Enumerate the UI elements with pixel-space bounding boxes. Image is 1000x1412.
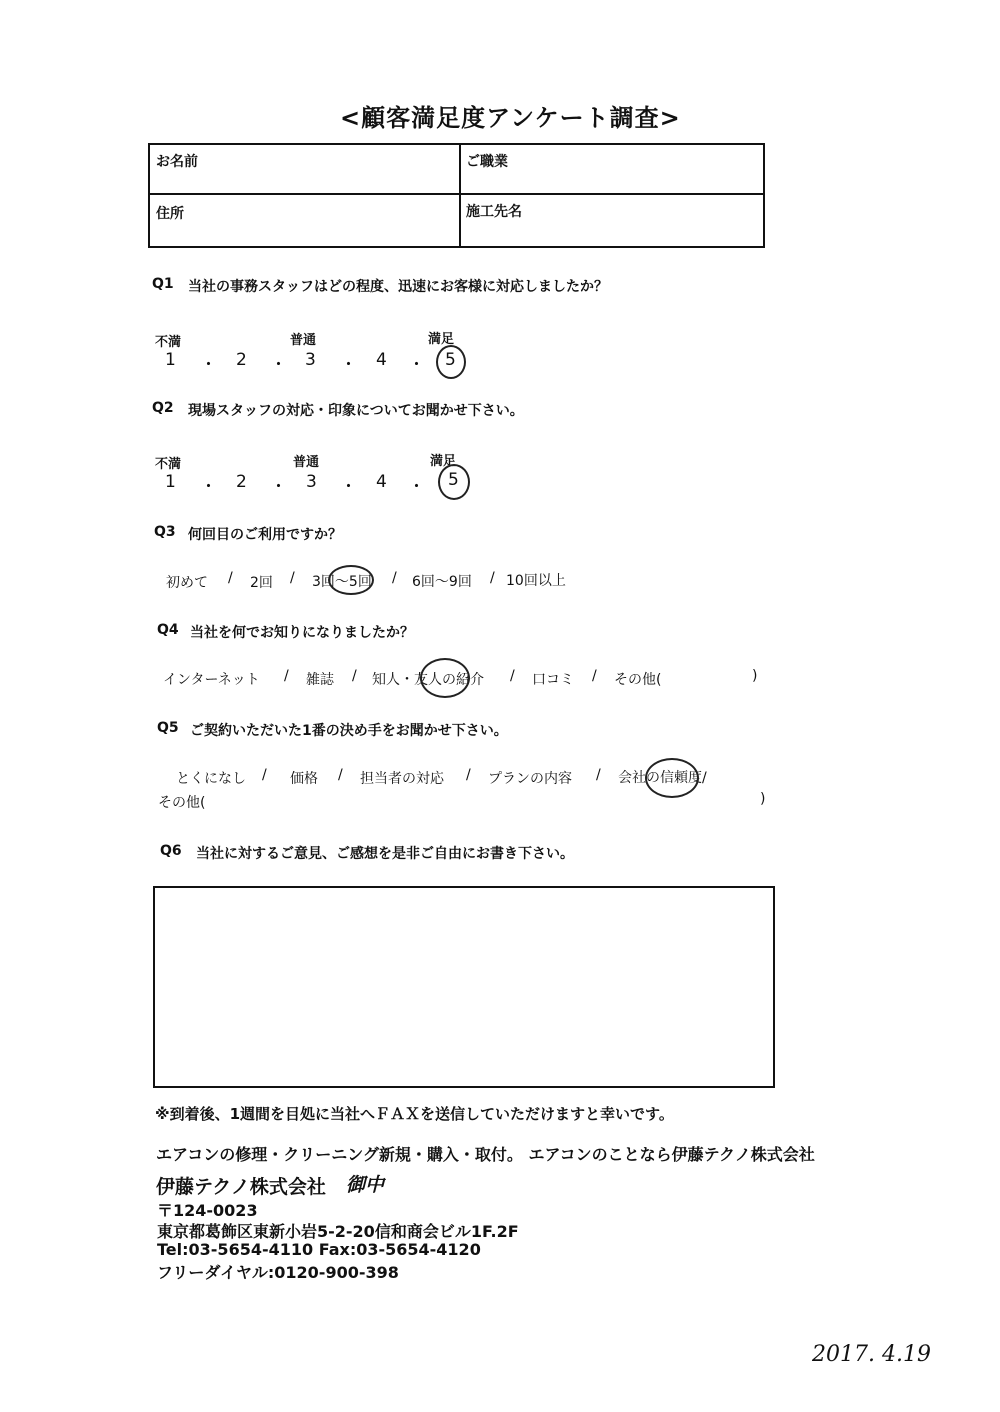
q2-scale-high: 満足 bbox=[430, 454, 457, 469]
q5-option-trust[interactable]: 会社の信頼度/ bbox=[618, 770, 707, 786]
q2-option-2[interactable]: 2 bbox=[236, 472, 247, 492]
q3-selection-circle bbox=[328, 565, 374, 595]
separator: ・ bbox=[340, 477, 357, 497]
q3-question: 何回目のご利用ですか？ bbox=[188, 527, 342, 543]
q5-option-plan[interactable]: プランの内容 bbox=[488, 771, 572, 787]
q2-scale-low: 不満 bbox=[155, 457, 182, 472]
q2-label: Q2 bbox=[152, 400, 174, 416]
address-field-label: 住所 bbox=[156, 206, 184, 222]
q2-question: 現場スタッフの対応・印象についてお聞かせ下さい。 bbox=[188, 403, 524, 419]
q4-option-referral[interactable]: 知人・友人の紹介 bbox=[372, 672, 484, 688]
separator: ・ bbox=[408, 477, 425, 497]
company-suffix: 御中 bbox=[346, 1174, 385, 1196]
q5-option-other[interactable]: その他( bbox=[158, 795, 206, 811]
q4-selection-circle bbox=[420, 658, 470, 698]
separator: ・ bbox=[200, 355, 217, 375]
q1-label: Q1 bbox=[152, 276, 174, 292]
separator: / bbox=[490, 570, 495, 586]
separator: / bbox=[262, 767, 267, 783]
separator: / bbox=[352, 668, 357, 684]
q1-scale-low: 不満 bbox=[155, 335, 182, 350]
q3-option-6-9[interactable]: 6回〜9回 bbox=[412, 574, 472, 590]
separator: ・ bbox=[270, 477, 287, 497]
postal-code: 〒124-0023 bbox=[157, 1201, 258, 1220]
name-field-label: お名前 bbox=[156, 154, 198, 170]
q3-option-10-plus[interactable]: 10回以上 bbox=[506, 573, 566, 589]
separator: / bbox=[510, 668, 515, 684]
q2-option-4[interactable]: 4 bbox=[376, 472, 387, 492]
q1-selection-circle bbox=[436, 345, 466, 379]
q3-label: Q3 bbox=[154, 524, 176, 540]
q1-option-4[interactable]: 4 bbox=[376, 350, 387, 370]
q4-label: Q4 bbox=[157, 622, 179, 638]
q5-selection-circle bbox=[645, 758, 699, 798]
free-dial: フリーダイヤル:0120-900-398 bbox=[157, 1263, 399, 1282]
q5-option-price[interactable]: 価格 bbox=[290, 771, 318, 787]
q1-option-5[interactable]: 5 bbox=[445, 350, 456, 370]
separator: / bbox=[466, 767, 471, 783]
separator: ・ bbox=[270, 355, 287, 375]
q4-question: 当社を何でお知りになりましたか？ bbox=[190, 625, 414, 641]
q1-question: 当社の事務スタッフはどの程度、迅速にお客様に対応しましたか？ bbox=[188, 279, 608, 295]
q4-option-other[interactable]: その他( bbox=[614, 672, 662, 688]
separator: / bbox=[284, 668, 289, 684]
q3-option-2[interactable]: 2回 bbox=[250, 575, 273, 591]
job-field-label: ご職業 bbox=[466, 154, 508, 170]
q1-scale-high: 満足 bbox=[428, 332, 455, 347]
customer-info-table bbox=[148, 143, 765, 248]
comments-textarea[interactable] bbox=[153, 886, 775, 1088]
q1-option-3[interactable]: 3 bbox=[305, 350, 316, 370]
separator: ・ bbox=[200, 477, 217, 497]
q4-option-word-of-mouth[interactable]: 口コミ bbox=[532, 672, 574, 688]
separator: / bbox=[228, 570, 233, 586]
q2-option-5[interactable]: 5 bbox=[448, 470, 459, 490]
q4-option-magazine[interactable]: 雑誌 bbox=[306, 672, 334, 688]
q5-option-none[interactable]: とくになし bbox=[176, 771, 246, 787]
q1-scale-mid: 普通 bbox=[290, 333, 317, 348]
separator: / bbox=[290, 570, 295, 586]
q5-label: Q5 bbox=[157, 720, 179, 736]
q4-option-internet[interactable]: インターネット bbox=[163, 672, 260, 688]
q6-question: 当社に対するご意見、ご感想を是非ご自由にお書き下さい。 bbox=[196, 846, 574, 862]
q6-label: Q6 bbox=[160, 843, 182, 859]
divider bbox=[150, 193, 763, 195]
q2-option-1[interactable]: 1 bbox=[165, 472, 176, 492]
q3-option-3-5[interactable]: 3回〜5回 bbox=[312, 574, 372, 590]
separator: / bbox=[596, 767, 601, 783]
q1-option-2[interactable]: 2 bbox=[236, 350, 247, 370]
company-address: 東京都葛飾区東新小岩5-2-20信和商会ビル1F.2F bbox=[157, 1222, 519, 1241]
tel-fax: Tel:03-5654-4110 Fax:03-5654-4120 bbox=[157, 1240, 481, 1259]
q5-question: ご契約いただいた1番の決め手をお聞かせ下さい。 bbox=[190, 723, 508, 739]
separator: / bbox=[392, 570, 397, 586]
handwritten-date: 2017. 4.19 bbox=[812, 1342, 931, 1367]
page-title: <顧客満足度アンケート調査> bbox=[340, 104, 681, 132]
q3-option-first[interactable]: 初めて bbox=[166, 575, 208, 591]
separator: / bbox=[592, 668, 597, 684]
separator: ・ bbox=[408, 355, 425, 375]
separator: / bbox=[338, 767, 343, 783]
service-description: エアコンの修理・クリーニング新規・購入・取付。 エアコンのことなら伊藤テクノ株式会社 bbox=[156, 1145, 815, 1164]
q5-other-close: ) bbox=[760, 791, 766, 807]
q5-option-staff[interactable]: 担当者の対応 bbox=[360, 771, 444, 787]
q2-scale-mid: 普通 bbox=[293, 455, 320, 470]
site-name-field-label: 施工先名 bbox=[466, 204, 522, 220]
q1-option-1[interactable]: 1 bbox=[165, 350, 176, 370]
separator: ・ bbox=[340, 355, 357, 375]
divider bbox=[459, 145, 461, 246]
q2-option-3[interactable]: 3 bbox=[306, 472, 317, 492]
company-name: 伊藤テクノ株式会社 bbox=[156, 1176, 326, 1198]
fax-note: ※到着後、1週間を目処に当社へＦＡＸを送信していただけますと幸いです。 bbox=[155, 1105, 674, 1123]
q2-selection-circle bbox=[438, 464, 470, 500]
q4-other-close: ) bbox=[752, 668, 758, 684]
